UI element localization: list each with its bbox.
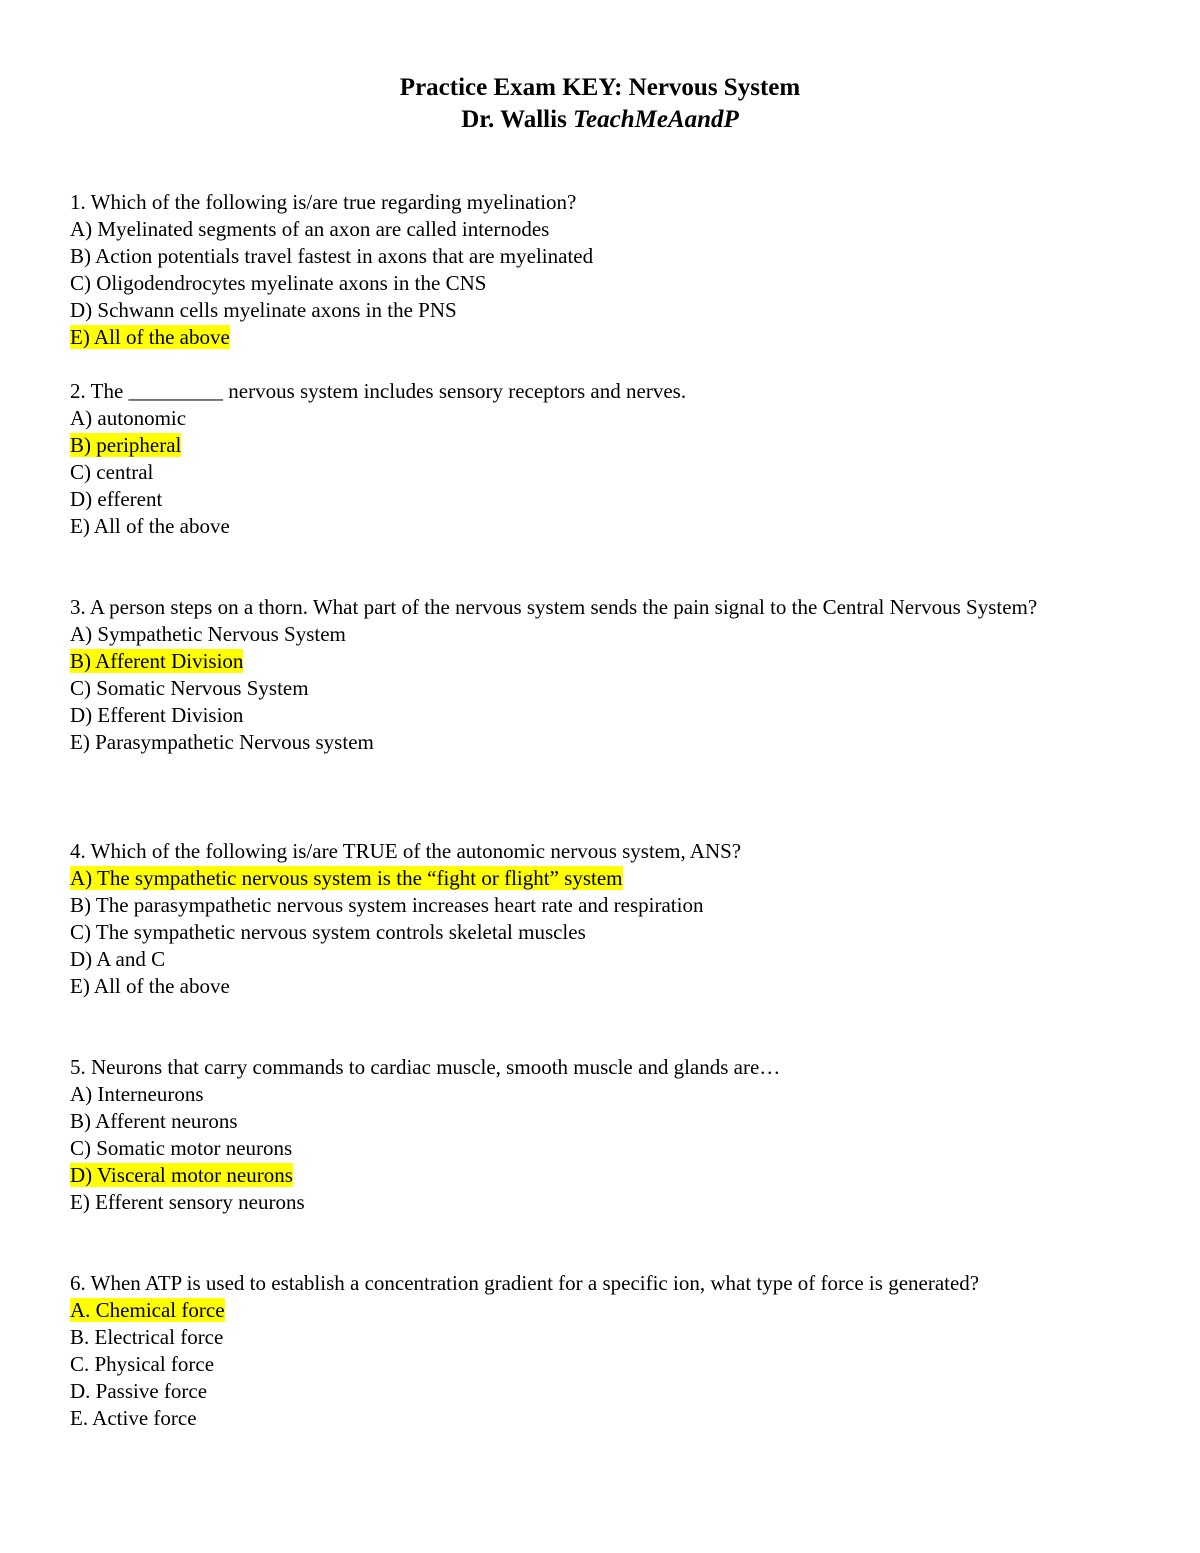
question-stem: 1. Which of the following is/are true regarding myelination?: [70, 190, 577, 214]
question-3: [70, 594, 1130, 756]
option-text: B) Afferent neurons: [70, 1109, 238, 1133]
option-text: E. Active force: [70, 1406, 197, 1430]
document-byline: [0, 104, 1200, 136]
answer-option: [70, 919, 1130, 946]
answer-option: [70, 675, 1130, 702]
answer-option: [70, 1324, 1130, 1351]
option-text: D) efferent: [70, 487, 163, 511]
answer-option: [70, 1405, 1130, 1432]
document-title: Practice Exam KEY: Nervous System: [399, 74, 801, 101]
answer-option-correct: [70, 432, 1130, 459]
option-text: D. Passive force: [70, 1379, 208, 1403]
answer-option-correct: [70, 1162, 1130, 1189]
highlighted-answer: A) The sympathetic nervous system is the “fight or flight” system: [70, 866, 623, 890]
option-text: E) All of the above: [70, 974, 230, 998]
highlighted-answer: D) Visceral motor neurons: [70, 1163, 293, 1187]
author-name: Dr. Wallis: [461, 106, 567, 133]
question-stem: 4. Which of the following is/are TRUE of the autonomic nervous system, ANS?: [70, 839, 742, 863]
option-text: A) Interneurons: [70, 1082, 204, 1106]
question-stem: 5. Neurons that carry commands to cardiac muscle, smooth muscle and glands are…: [70, 1055, 781, 1079]
answer-option: [70, 216, 1130, 243]
option-text: D) Schwann cells myelinate axons in the PNS: [70, 298, 457, 322]
option-text: D) Efferent Division: [70, 703, 244, 727]
option-text: A) Sympathetic Nervous System: [70, 622, 346, 646]
option-text: C) Somatic motor neurons: [70, 1136, 293, 1160]
answer-option: [70, 702, 1130, 729]
brand-name: TeachMeAandP: [573, 106, 739, 133]
question-5: [70, 1054, 1130, 1216]
question-2: [70, 378, 1130, 540]
answer-option-correct: [70, 648, 1130, 675]
answer-option: [70, 270, 1130, 297]
option-text: C) Somatic Nervous System: [70, 676, 309, 700]
answer-option: [70, 621, 1130, 648]
highlighted-answer: A. Chemical force: [70, 1298, 225, 1322]
highlighted-answer: E) All of the above: [70, 325, 230, 349]
answer-option: [70, 297, 1130, 324]
highlighted-answer: B) Afferent Division: [70, 649, 244, 673]
answer-option: [70, 892, 1130, 919]
option-text: E) Parasympathetic Nervous system: [70, 730, 374, 754]
option-text: E) Efferent sensory neurons: [70, 1190, 305, 1214]
option-text: E) All of the above: [70, 514, 230, 538]
answer-option: [70, 973, 1130, 1000]
option-text: D) A and C: [70, 947, 166, 971]
answer-option: [70, 513, 1130, 540]
document-header: [0, 72, 1200, 136]
question-6: [70, 1270, 1130, 1432]
option-text: C) central: [70, 460, 154, 484]
option-text: C) The sympathetic nervous system controls skeletal muscles: [70, 920, 586, 944]
answer-option: [70, 729, 1130, 756]
answer-option: [70, 459, 1130, 486]
answer-option: [70, 946, 1130, 973]
answer-option: [70, 1189, 1130, 1216]
answer-option: [70, 243, 1130, 270]
answer-option: [70, 1135, 1130, 1162]
option-text: B. Electrical force: [70, 1325, 224, 1349]
highlighted-answer: B) peripheral: [70, 433, 182, 457]
question-stem: 6. When ATP is used to establish a concentration gradient for a specific ion, what type of force is generated?: [70, 1271, 980, 1295]
answer-option: [70, 1378, 1130, 1405]
answer-option: [70, 1351, 1130, 1378]
answer-option: [70, 486, 1130, 513]
question-1: [70, 189, 1130, 351]
question-4: [70, 838, 1130, 1000]
answer-option: [70, 1081, 1130, 1108]
answer-option-correct: [70, 324, 1130, 351]
option-text: A) Myelinated segments of an axon are called internodes: [70, 217, 550, 241]
answer-option: [70, 1108, 1130, 1135]
option-text: A) autonomic: [70, 406, 187, 430]
answer-option: [70, 405, 1130, 432]
answer-option-correct: [70, 1297, 1130, 1324]
option-text: B) The parasympathetic nervous system increases heart rate and respiration: [70, 893, 704, 917]
question-stem: 2. The _________ nervous system includes sensory receptors and nerves.: [70, 379, 687, 403]
option-text: C. Physical force: [70, 1352, 215, 1376]
option-text: C) Oligodendrocytes myelinate axons in the CNS: [70, 271, 487, 295]
option-text: B) Action potentials travel fastest in axons that are myelinated: [70, 244, 594, 268]
question-stem: 3. A person steps on a thorn. What part of the nervous system sends the pain signal to the Central Nervous System?: [70, 595, 1038, 619]
answer-option-correct: [70, 865, 1130, 892]
